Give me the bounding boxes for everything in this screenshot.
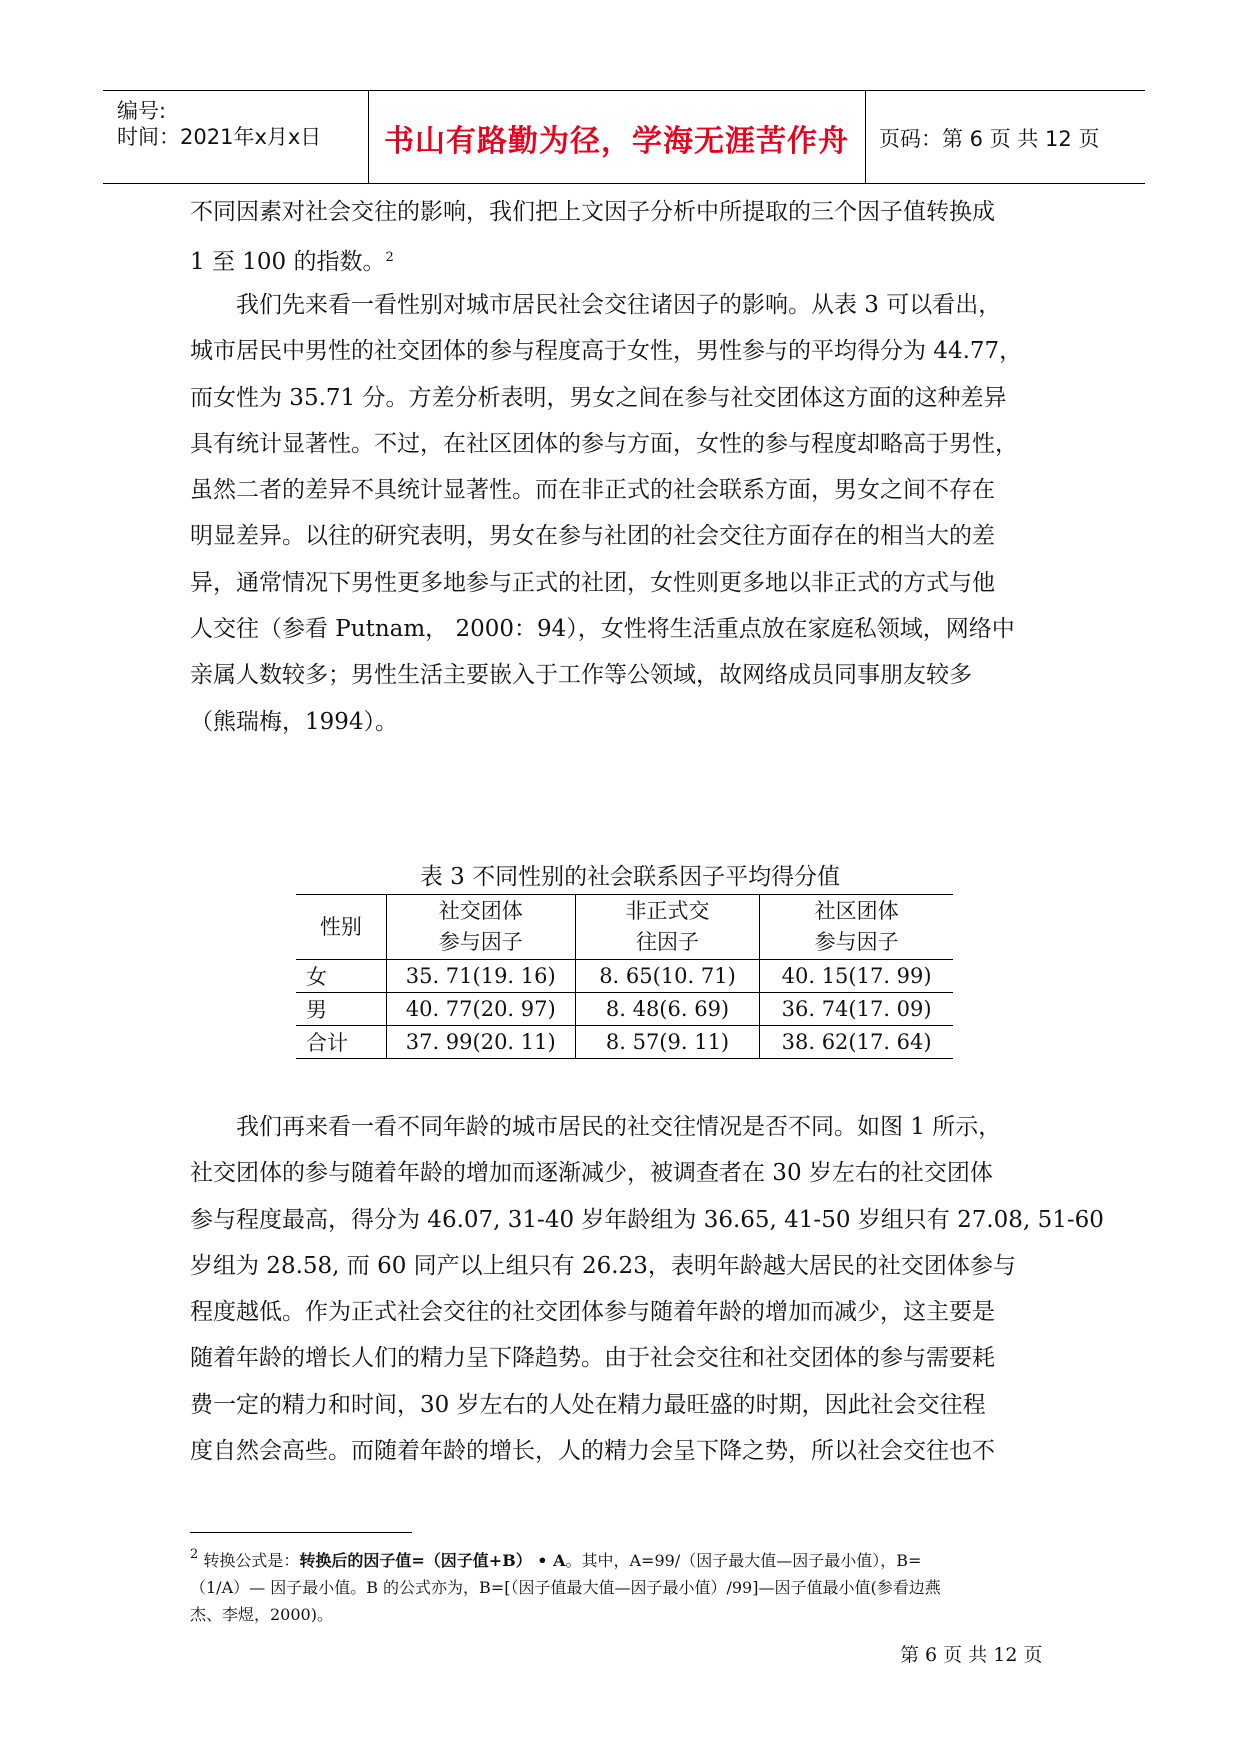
footnote-formula: 转换后的因子值=（因子值+B） • A	[299, 1551, 566, 1570]
table-cell: 37. 99(20. 11)	[386, 1026, 575, 1059]
table-cell: 8. 65(10. 71)	[575, 960, 759, 993]
text-line: 随着年龄的增长人们的精力呈下降趋势。由于社会交往和社交团体的参与需要耗	[190, 1345, 995, 1372]
text-line: 参与程度最高，得分为 46.07, 31-40 岁年龄组为 36.65, 41-50 岁组只有 27.08, 51-60	[190, 1206, 1104, 1233]
footnote-rest: 。其中，A=99/（因子最大值—因子最小值），B=	[565, 1551, 922, 1570]
text-line: （熊瑞梅，1994）。	[190, 708, 399, 735]
text-line: 我们再来看一看不同年龄的城市居民的社交往情况是否不同。如图 1 所示，	[190, 1114, 1002, 1140]
table-header-cell: 社交团体 参与因子	[386, 895, 575, 960]
text-line: 程度越低。作为正式社会交往的社交团体参与随着年龄的增加而减少，这主要是	[190, 1299, 995, 1326]
footnote-prefix: 转换公式是：	[198, 1551, 300, 1570]
footnote-marker: 2	[190, 1547, 199, 1562]
footnote-line: （1/A）— 因子最小值。B 的公式亦为，B=[（因子值最大值—因子最小值）/99]—因子值最小值(参看边燕	[190, 1578, 941, 1597]
text-line: 社交团体的参与随着年龄的增加而逐渐减少，被调查者在 30 岁左右的社交团体	[190, 1160, 993, 1187]
table-cell: 35. 71(19. 16)	[386, 960, 575, 993]
text-line: 具有统计显著性。不过，在社区团体的参与方面，女性的参与程度却略高于男性，	[190, 430, 1018, 457]
table-cell: 40. 77(20. 97)	[386, 993, 575, 1026]
motto: 书山有路勤为径，学海无涯苦作舟	[384, 124, 849, 159]
table-header-cell: 社区团体 参与因子	[760, 895, 953, 960]
footnote	[190, 1541, 1070, 1628]
table-cell: 8. 57(9. 11)	[575, 1026, 759, 1059]
page-header	[103, 90, 1145, 184]
paragraph-1	[190, 189, 1070, 286]
header-right-cell	[865, 91, 1145, 183]
page-footer: 第 6 页 共 12 页	[900, 1644, 1043, 1666]
table-cell: 38. 62(17. 64)	[760, 1026, 953, 1059]
footnote-line	[190, 1541, 1070, 1574]
table-cell: 合计	[296, 1026, 386, 1059]
text-line: 异，通常情况下男性更多地参与正式的社团，女性则更多地以非正式的方式与他	[190, 569, 995, 596]
text-line: 亲属人数较多；男性生活主要嵌入于工作等公领域，故网络成员同事朋友较多	[190, 662, 972, 689]
text-line	[190, 235, 1070, 285]
text-line: 而女性为 35.71 分。方差分析表明，男女之间在参与社交团体这方面的这种差异	[190, 384, 1007, 411]
paragraph-2	[190, 282, 1070, 745]
time-label: 时间：2021年x月x日	[117, 125, 322, 149]
text-line: 虽然二者的差异不具统计显著性。而在非正式的社会联系方面，男女之间不存在	[190, 477, 995, 504]
table-cell: 36. 74(17. 09)	[760, 993, 953, 1026]
table-header-row	[296, 895, 953, 960]
text-line: 岁组为 28.58, 而 60 同产以上组只有 26.23，表明年龄越大居民的社交团体参与	[190, 1252, 1016, 1279]
number-label: 编号:	[117, 99, 167, 123]
table-cell: 40. 15(17. 99)	[760, 960, 953, 993]
table-header-cell: 性别	[296, 895, 386, 960]
gender-factor-table	[296, 894, 953, 1059]
text-line: 人交往（参看 Putnam， 2000：94），女性将生活重点放在家庭私领域，网络中	[190, 616, 1015, 643]
page-code: 页码：第 6 页 共 12 页	[879, 127, 1100, 151]
text-line: 度自然会高些。而随着年龄的增长，人的精力会呈下降之势，所以社会交往也不	[190, 1438, 995, 1465]
table-cell: 8. 48(6. 69)	[575, 993, 759, 1026]
paragraph-3	[190, 1104, 1104, 1474]
text-line: 我们先来看一看性别对城市居民社会交往诸因子的影响。从表 3 可以看出，	[190, 292, 1002, 318]
footnote-ref: 2	[385, 250, 394, 266]
text-line: 明显差异。以往的研究表明，男女在参与社团的社会交往方面存在的相当大的差	[190, 523, 995, 550]
text-line: 费一定的精力和时间，30 岁左右的人处在精力最旺盛的时期，因此社会交往程	[190, 1391, 986, 1418]
table-cell: 男	[296, 993, 386, 1026]
table-caption: 表 3 不同性别的社会联系因子平均得分值	[419, 864, 841, 890]
header-left-cell	[103, 91, 369, 183]
table-row	[296, 993, 953, 1026]
text-line-content: 1 至 100 的指数。	[190, 249, 386, 276]
header-motto-cell	[368, 91, 866, 183]
text-line: 不同因素对社会交往的影响，我们把上文因子分析中所提取的三个因子值转换成	[190, 199, 995, 225]
table-row	[296, 960, 953, 993]
footnote-divider	[190, 1532, 412, 1533]
table-cell: 女	[296, 960, 386, 993]
table-row	[296, 1026, 953, 1059]
table-header-cell: 非正式交 往因子	[575, 895, 759, 960]
text-line: 城市居民中男性的社交团体的参与程度高于女性，男性参与的平均得分为 44.77，	[190, 338, 1023, 365]
footnote-line: 杰、李煜，2000)。	[190, 1605, 333, 1624]
